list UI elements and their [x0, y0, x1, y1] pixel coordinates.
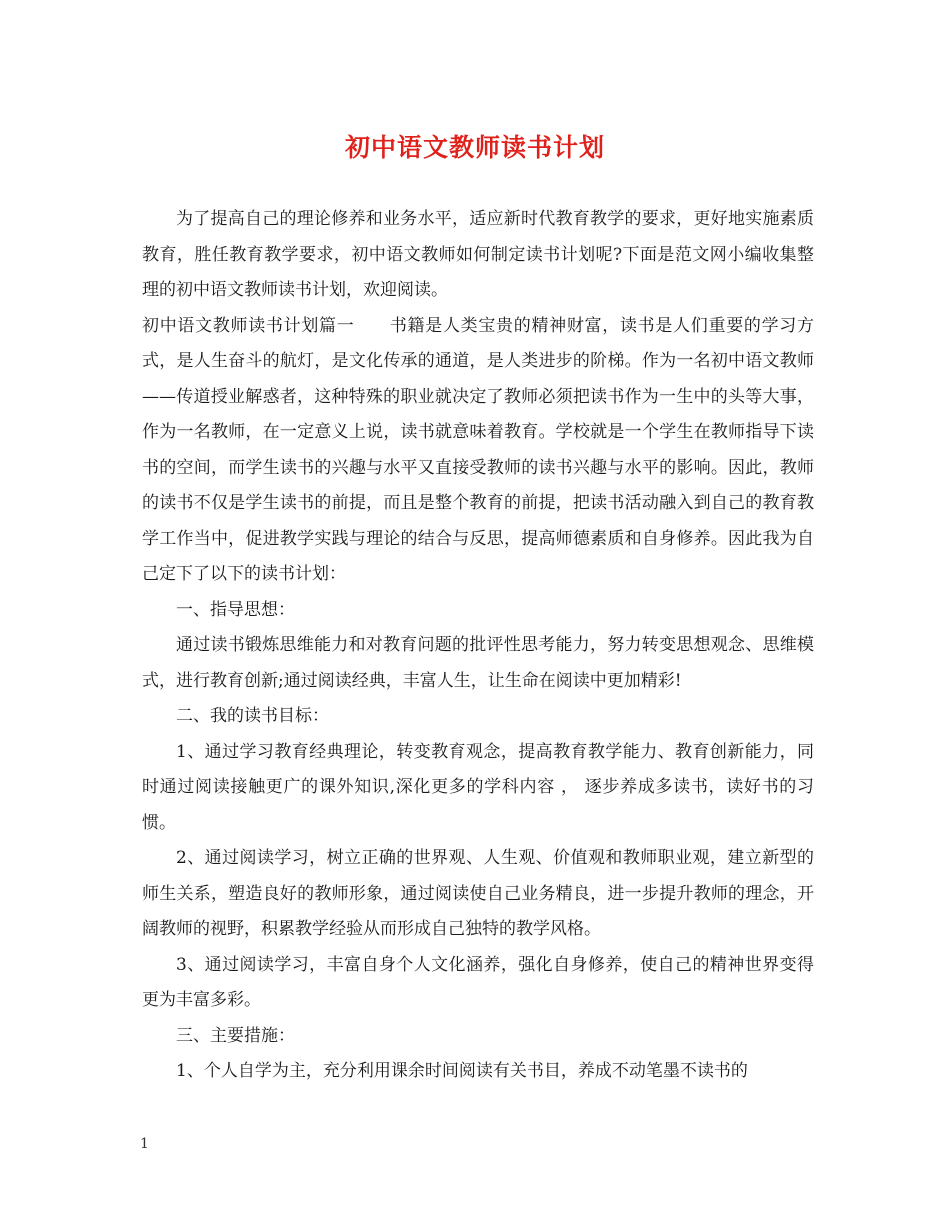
paragraph-section-one: 初中语文教师读书计划篇一 书籍是人类宝贵的精神财富，读书是人们重要的学习方式，是人生奋斗的航灯，是文化传承的通道，是人类进步的阶梯。作为一名初中语文教师——传道授业解惑者，这种特殊的职业就决定了教师必须把读书作为一生中的头等大事，作为一名教师，在一定意义上说，读书就意味着教育。学校就是一个学生在教师指导下读书的空间，而学生读书的兴趣与水平又直接受教师的读书兴趣与水平的影响。因此，教师的读书不仅是学生读书的前提，而且是整个教育的前提，把读书活动融入到自己的教育教学工作当中，促进教学实践与理论的结合与反思，提高师德素质和自身修养。因此我为自己定下了以下的读书计划： — [142, 315, 814, 584]
page-number: 1 — [140, 1136, 149, 1152]
paragraph-guiding-thought: 通过读书锻炼思维能力和对教育问题的批评性思考能力，努力转变思想观念、思维模式，进行教育创新;通过阅读经典，丰富人生，让生命在阅读中更加精彩! — [142, 635, 814, 691]
paragraph-goal-2: 2、通过阅读学习，树立正确的世界观、人生观、价值观和教师职业观，建立新型的师生关系，塑造良好的教师形象，通过阅读使自己业务精良，进一步提升教师的理念，开阔教师的视野，积累教学经验从而形成自己独特的教学风格。 — [142, 848, 814, 939]
paragraph-intro: 为了提高自己的理论修养和业务水平，适应新时代教育教学的要求，更好地实施素质教育，胜任教育教学要求，初中语文教师如何制定读书计划呢?下面是范文网小编收集整理的初中语文教师读书计划，欢迎阅读。 — [142, 209, 814, 300]
heading-guiding-thought: 一、指导思想： — [176, 599, 295, 620]
heading-reading-goals: 二、我的读书目标： — [176, 706, 329, 726]
paragraph-goal-1: 1、通过学习教育经典理论，转变教育观念，提高教育教学能力、教育创新能力，同时通过阅读接触更广的课外知识,深化更多的学科内容 ， 逐步养成多读书，读好书的习惯。 — [142, 741, 814, 833]
paragraph-goal-3: 3、通过阅读学习，丰富自身个人文化涵养，强化自身修养，使自己的精神世界变得更为丰富多彩。 — [142, 954, 814, 1010]
document-title: 初中语文教师读书计划 — [344, 133, 605, 162]
paragraph-measure-1: 1、个人自学为主，充分利用课余时间阅读有关书目，养成不动笔墨不读书的 — [176, 1061, 748, 1081]
heading-main-measures: 三、主要措施： — [176, 1025, 295, 1046]
document-body — [142, 202, 814, 1090]
